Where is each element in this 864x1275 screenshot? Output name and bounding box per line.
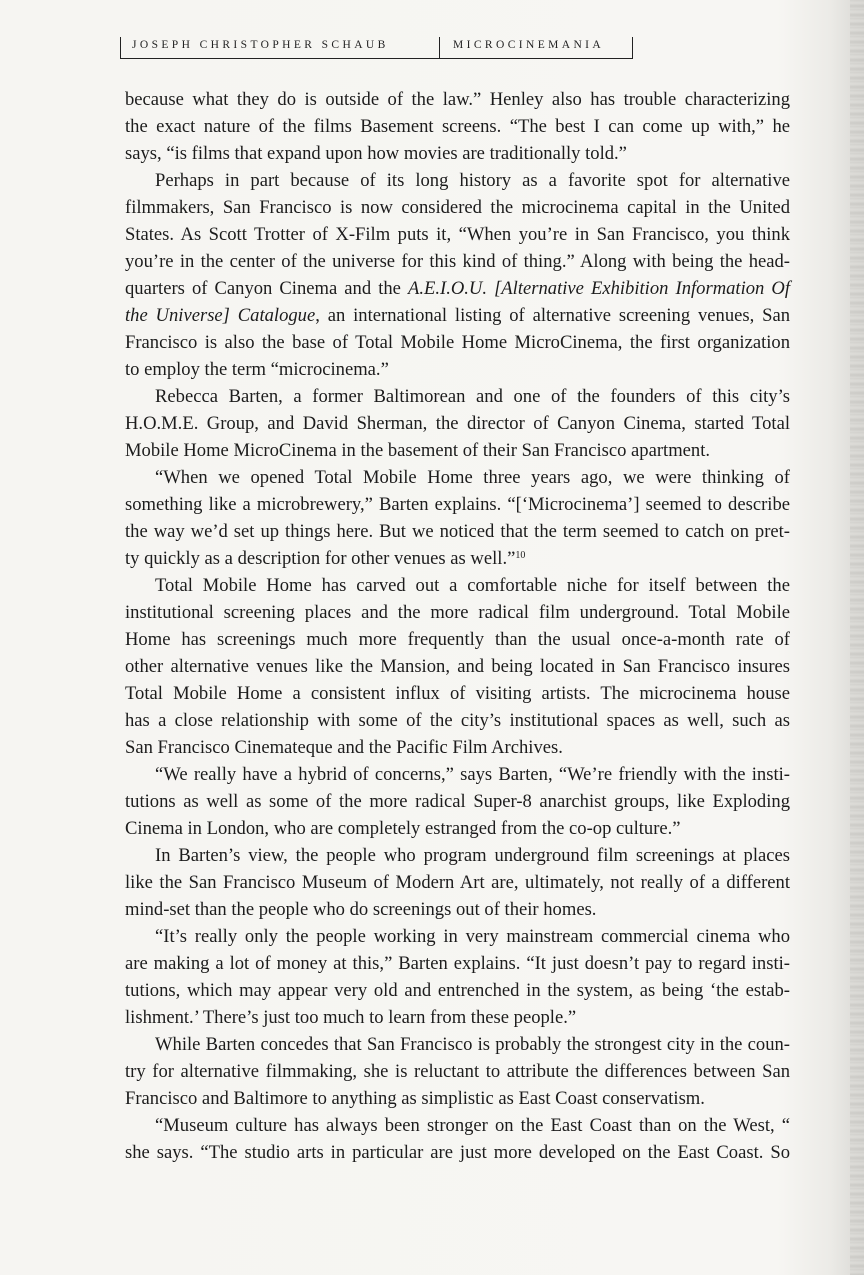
text-line [125,842,790,869]
text-line [125,248,790,275]
italic-title: the Universe] Catalogue [125,305,316,326]
line-text: the exact nature of the films Basement screens. “The best I can come up with,” he [125,116,790,137]
line-text: “When we opened Total Mobile Home three years ago, we were thinking of [155,467,790,488]
text-line [125,194,790,221]
italic-title: A.E.I.O.U. [Alternative Exhibition Information Of [408,278,790,299]
line-text: has a close relationship with some of the city’s institutional spaces as well, such as [125,710,790,731]
line-text: try for alternative filmmaking, she is reluctant to attribute the differences between San [125,1061,790,1082]
line-text: “It’s really only the people working in very mainstream commercial cinema who [155,926,790,947]
text-line [125,356,790,383]
body-text [125,86,790,1166]
text-line [125,167,790,194]
text-line [125,599,790,626]
line-text: While Barten concedes that San Francisco is probably the strongest city in the coun- [155,1034,790,1055]
text-line [125,734,790,761]
text-line [125,626,790,653]
line-text: San Francisco Cinemateque and the Pacific Film Archives. [125,737,563,758]
line-text: other alternative venues like the Mansion, and being located in San Francisco insures [125,656,790,677]
text-line [125,869,790,896]
line-text: “We really have a hybrid of concerns,” says Barten, “We’re friendly with the insti- [155,764,790,785]
footnote-marker: 10 [515,550,526,561]
line-text: H.O.M.E. Group, and David Sherman, the director of Canyon Cinema, started Total [125,413,790,434]
line-text: like the San Francisco Museum of Modern Art are, ultimately, not really of a different [125,872,790,893]
text-line [125,1004,790,1031]
line-text: , an international listing of alternative screening venues, San [315,305,790,326]
line-text: States. As Scott Trotter of X-Film puts it, “When you’re in San Francisco, you think [125,224,790,245]
line-text: to employ the term “microcinema.” [125,359,389,380]
text-line [125,140,790,167]
text-line [125,113,790,140]
running-head-rule [120,58,633,59]
line-text: the way we’d set up things here. But we noticed that the term seemed to catch on pret- [125,521,790,542]
text-line [125,653,790,680]
line-text: Home has screenings much more frequently than the usual once-a-month rate of [125,629,790,650]
line-text: you’re in the center of the universe for this kind of thing.” Along with being the head- [125,251,790,272]
line-text: Rebecca Barten, a former Baltimorean and one of the founders of this city’s [155,386,790,407]
running-head [120,34,636,64]
line-text: tutions as well as some of the more radical Super-8 anarchist groups, like Exploding [125,791,790,812]
line-text: something like a microbrewery,” Barten explains. “[‘Microcinema’] seemed to describe [125,494,790,515]
text-line [125,923,790,950]
text-line [125,1031,790,1058]
line-text: ty quickly as a description for other venues as well.” [125,548,516,569]
page-edge-shadow [850,0,864,1275]
text-line [125,275,790,302]
text-line [125,1139,790,1166]
line-text: because what they do is outside of the law.” Henley also has trouble characterizing [125,89,790,110]
line-text: Mobile Home MicroCinema in the basement of their San Francisco apartment. [125,440,711,461]
text-line [125,950,790,977]
text-line [125,437,790,464]
running-head-left-bar [120,37,121,59]
running-head-author: JOSEPH CHRISTOPHER SCHAUB [132,39,389,51]
text-line [125,680,790,707]
line-text: Total Mobile Home has carved out a comfortable niche for itself between the [155,575,790,596]
line-text: In Barten’s view, the people who program underground film screenings at places [155,845,790,866]
line-text: institutional screening places and the more radical film underground. Total Mobile [125,602,790,623]
line-text: Francisco and Baltimore to anything as simplistic as East Coast conservatism. [125,1088,705,1109]
text-line [125,410,790,437]
running-head-right-bar [632,37,633,59]
line-text: quarters of Canyon Cinema and the [125,278,408,299]
line-text: mind-set than the people who do screenings out of their homes. [125,899,597,920]
text-line [125,221,790,248]
line-text: filmmakers, San Francisco is now considered the microcinema capital in the United [125,197,790,218]
text-line [125,302,790,329]
line-text: are making a lot of money at this,” Barten explains. “It just doesn’t pay to regard insti- [125,953,790,974]
text-line [125,815,790,842]
text-line [125,383,790,410]
text-line [125,1112,790,1139]
text-line [125,1085,790,1112]
text-line [125,896,790,923]
text-line [125,1058,790,1085]
text-line [125,545,790,572]
text-line [125,572,790,599]
text-line [125,977,790,1004]
running-head-divider [439,37,440,59]
line-text: Total Mobile Home a consistent influx of visiting artists. The microcinema house [125,683,790,704]
line-text: she says. “The studio arts in particular are just more developed on the East Coast. So [125,1142,790,1163]
text-line [125,86,790,113]
line-text: Francisco is also the base of Total Mobile Home MicroCinema, the first organization [125,332,790,353]
line-text: Cinema in London, who are completely estranged from the co-op culture.” [125,818,681,839]
line-text: says, “is films that expand upon how movies are traditionally told.” [125,143,627,164]
text-line [125,788,790,815]
line-text: Perhaps in part because of its long history as a favorite spot for alternative [155,170,790,191]
line-text: tutions, which may appear very old and entrenched in the system, as being ‘the estab- [125,980,790,1001]
running-head-title: MICROCINEMANIA [453,39,605,51]
text-line [125,491,790,518]
text-line [125,329,790,356]
line-text: “Museum culture has always been stronger on the East Coast than on the West, “ [155,1115,790,1136]
text-line [125,464,790,491]
text-line [125,761,790,788]
text-line [125,518,790,545]
line-text: lishment.’ There’s just too much to learn from these people.” [125,1007,577,1028]
text-line [125,707,790,734]
